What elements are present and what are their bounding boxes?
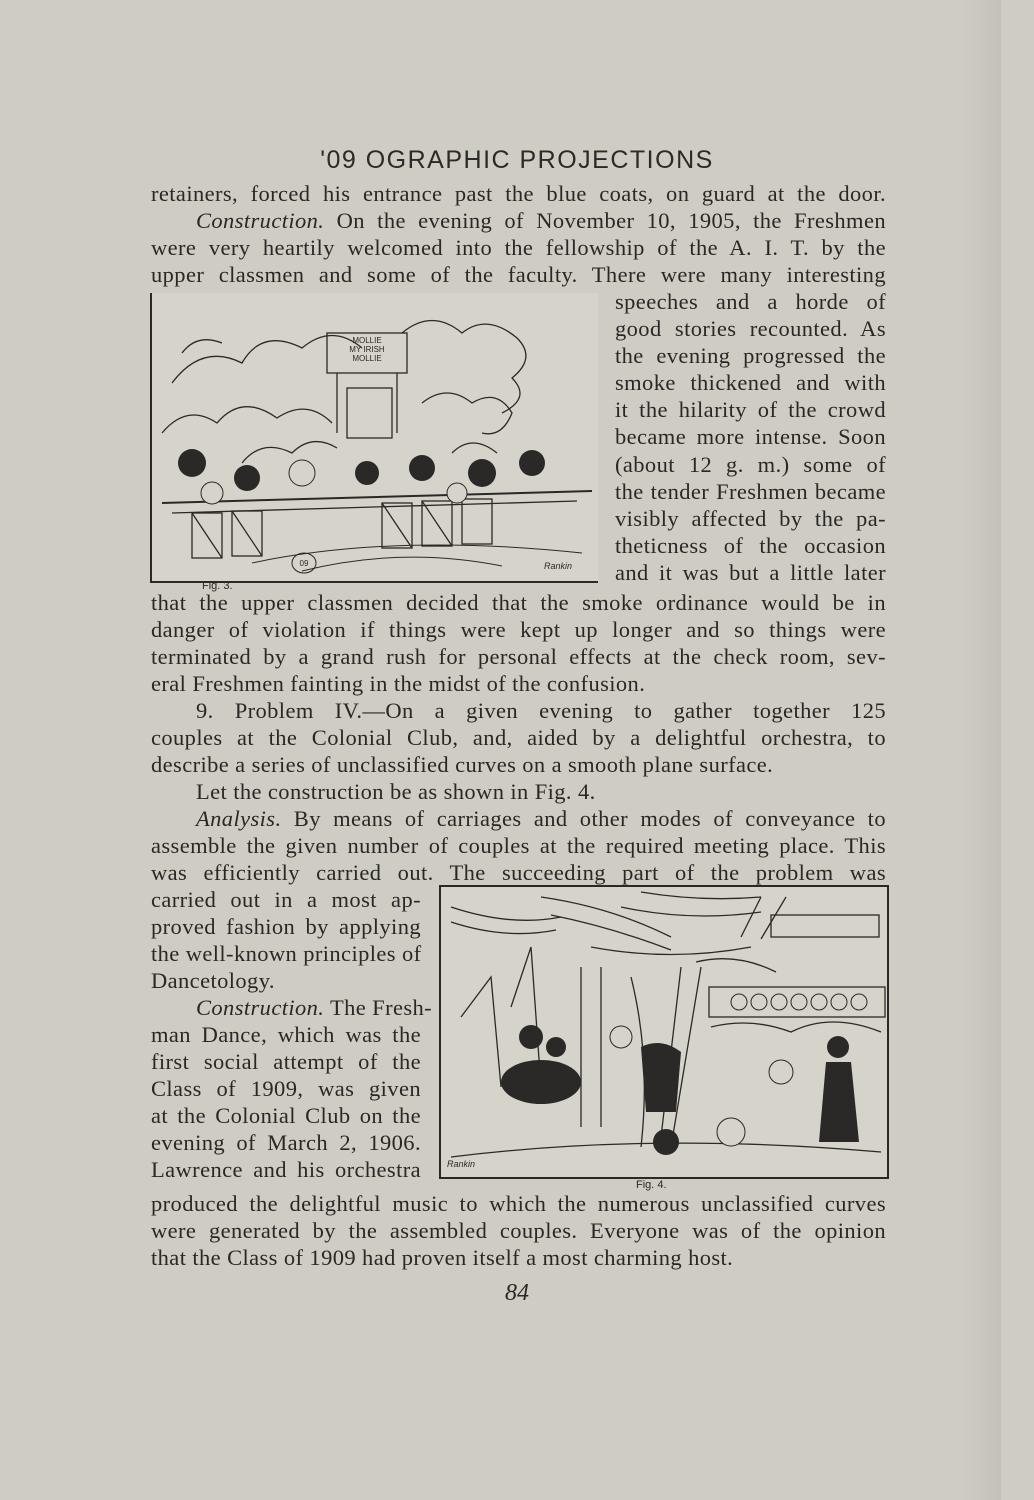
- text-line: was efficiently carried out. The succeeding part of the problem was: [151, 860, 886, 885]
- figure-3-caption: Fig. 3.: [202, 580, 233, 592]
- page-edge-shadow: [961, 0, 1001, 1500]
- text-line: eral Freshmen fainting in the midst of the confusion.: [151, 671, 646, 696]
- text-line: 9. Problem IV.—On a given evening to gather together 125: [196, 698, 886, 723]
- text-line: were very heartily welcomed into the fellowship of the A. I. T. by the: [151, 235, 886, 260]
- text-line: Dancetology.: [151, 968, 275, 993]
- figure-4-signature: Rankin: [447, 1159, 476, 1169]
- text-line: good stories recounted. As: [615, 316, 886, 341]
- text-line: became more intense. Soon: [615, 424, 886, 449]
- figure-3-signature: Rankin: [543, 561, 572, 571]
- text-line: danger of violation if things were kept up longer and so things were: [151, 617, 886, 642]
- text-line: evening of March 2, 1906.: [151, 1130, 421, 1155]
- section-label: Analysis.: [196, 806, 282, 831]
- text-line: man Dance, which was the: [151, 1022, 421, 1047]
- text-line: produced the delightful music to which the numerous unclassified curves: [151, 1191, 886, 1216]
- text-line: were generated by the assembled couples. Everyone was of the opinion: [151, 1218, 886, 1243]
- text-line: it the hilarity of the crowd: [615, 397, 886, 422]
- figure-3-sign-text: MOLLIE MY IRISH MOLLIE: [349, 336, 385, 363]
- section-label: Construction.: [196, 995, 325, 1020]
- text-span: On the evening of November 10, 1905, the Freshmen: [336, 208, 886, 233]
- text-line: [151, 994, 433, 1021]
- text-line: [151, 805, 886, 832]
- text-span: The Fresh-: [329, 995, 433, 1020]
- smoker-cartoon-drawing: [152, 293, 598, 581]
- figure-4-illustration: [439, 885, 889, 1179]
- text-line: at the Colonial Club on the: [151, 1103, 421, 1128]
- text-span: By means of carriages and other modes of conveyance to: [293, 806, 886, 831]
- page-number: 84: [505, 1280, 529, 1306]
- text-line: speeches and a horde of: [615, 289, 886, 314]
- section-label: Construction.: [196, 208, 325, 233]
- text-line: upper classmen and some of the faculty. There were many interesting: [151, 262, 886, 287]
- text-line: Lawrence and his orchestra: [151, 1157, 421, 1182]
- figure-4-caption: Fig. 4.: [636, 1179, 667, 1191]
- text-line: assemble the given number of couples at the required meeting place. This: [151, 833, 886, 858]
- text-line: visibly affected by the pa-: [615, 506, 886, 531]
- text-line: describe a series of unclassified curves on a smooth plane surface.: [151, 752, 774, 777]
- text-line: the tender Freshmen became: [615, 479, 886, 504]
- text-line: Class of 1909, was given: [151, 1076, 421, 1101]
- text-line: carried out in a most ap-: [151, 887, 421, 912]
- text-line: [151, 207, 886, 234]
- text-line: terminated by a grand rush for personal effects at the check room, sev-: [151, 644, 886, 669]
- text-line: smoke thickened and with: [615, 370, 886, 395]
- text-line: that the upper classmen decided that the smoke ordinance would be in: [151, 590, 886, 615]
- figure-3-illustration: [150, 293, 598, 583]
- dance-cartoon-drawing: [441, 887, 887, 1177]
- text-line: proved fashion by applying: [151, 914, 421, 939]
- text-line: retainers, forced his entrance past the blue coats, on guard at the door.: [151, 181, 886, 206]
- running-header: '09 OGRAPHIC PROJECTIONS: [320, 146, 714, 174]
- text-line: and it was but a little later: [615, 560, 886, 585]
- text-line: the evening progressed the: [615, 343, 886, 368]
- figure-3-ball-label: 09: [299, 559, 309, 568]
- text-line: that the Class of 1909 had proven itself a most charming host.: [151, 1245, 734, 1270]
- text-line: (about 12 g. m.) some of: [615, 452, 886, 477]
- text-line: first social attempt of the: [151, 1049, 421, 1074]
- text-line: Let the construction be as shown in Fig. 4.: [196, 779, 596, 804]
- text-line: couples at the Colonial Club, and, aided by a delightful orchestra, to: [151, 725, 886, 750]
- text-line: the well-known principles of: [151, 941, 422, 966]
- text-line: theticness of the occasion: [615, 533, 886, 558]
